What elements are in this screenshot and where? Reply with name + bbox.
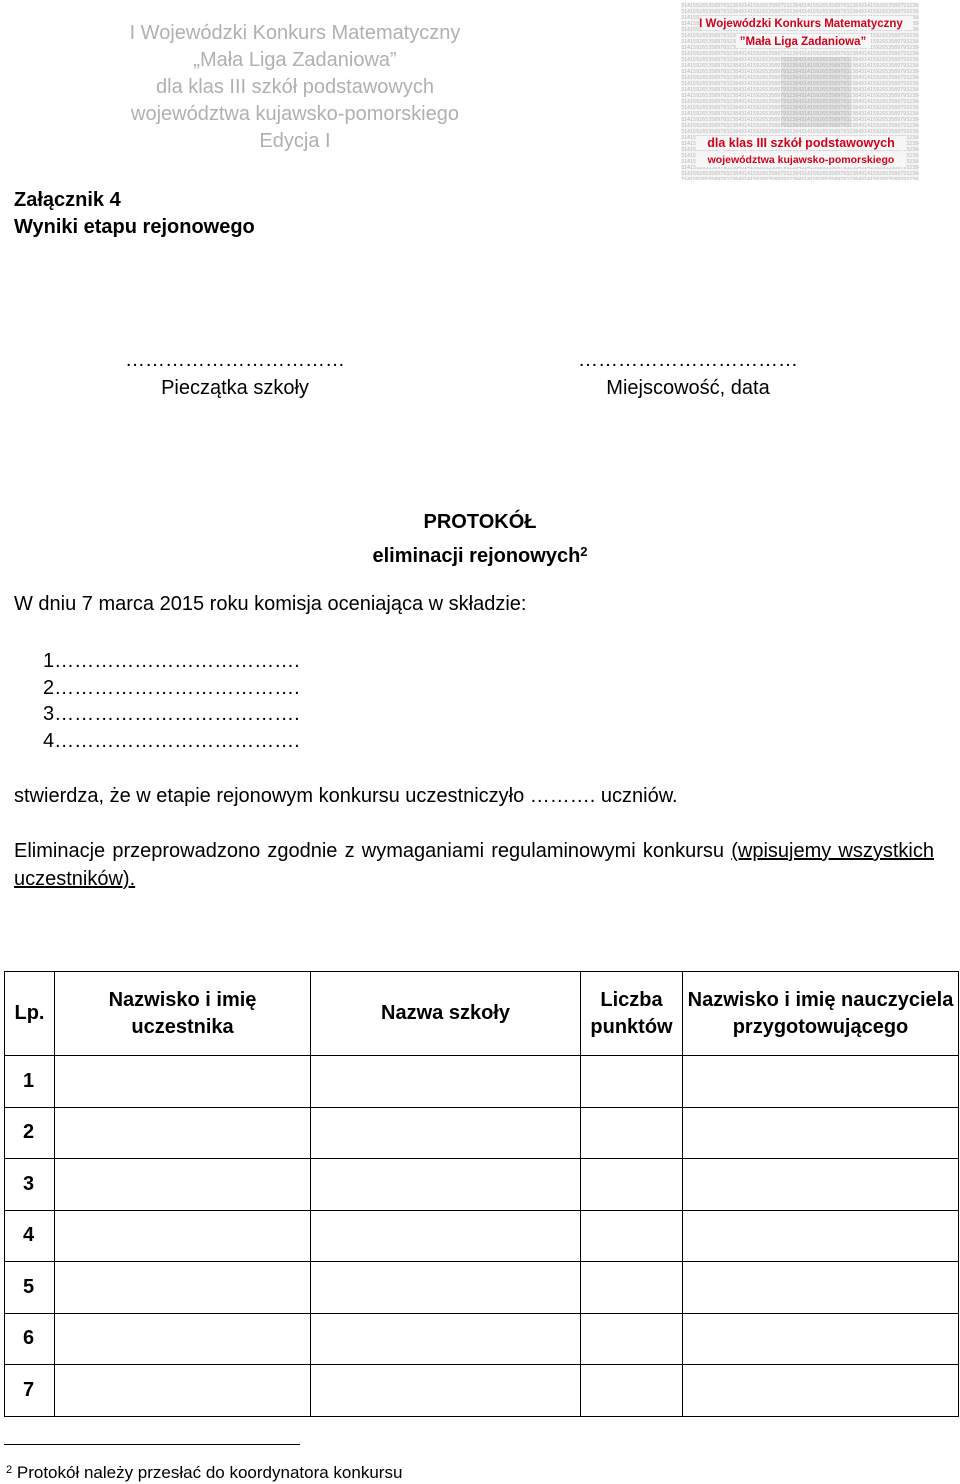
school-name-cell[interactable] xyxy=(311,1365,581,1417)
elimination-instruction: (wpisujemy wszystkich uczestników). xyxy=(14,840,934,890)
place-date-dots: …………………………… xyxy=(578,349,798,371)
protocol-title: PROTOKÓŁ xyxy=(423,511,537,533)
table-header-row xyxy=(5,972,959,1056)
points-cell[interactable] xyxy=(581,1056,683,1108)
attachment-title: Załącznik 4 xyxy=(14,189,121,211)
teacher-name-cell[interactable] xyxy=(683,1159,959,1211)
points-cell[interactable] xyxy=(581,1107,683,1159)
committee-member-1: 1………………………………. xyxy=(43,650,300,672)
school-name-cell[interactable] xyxy=(311,1107,581,1159)
school-name-cell[interactable] xyxy=(311,1210,581,1262)
header-line-1: I Wojewódzki Konkurs Matematyczny xyxy=(129,22,461,44)
logo-line-2: ”Mała Liga Zadaniowa” xyxy=(739,36,867,48)
place-date-label: Miejscowość, data xyxy=(606,377,770,399)
points-cell[interactable] xyxy=(581,1210,683,1262)
header-line-5: Edycja I xyxy=(259,130,331,152)
protocol-subtitle: eliminacji rejonowych xyxy=(372,545,581,567)
protocol-heading xyxy=(300,508,660,571)
school-name-cell[interactable] xyxy=(311,1056,581,1108)
participant-name-cell[interactable] xyxy=(55,1210,311,1262)
committee-member-2: 2………………………………. xyxy=(43,676,300,699)
table-row xyxy=(5,1210,959,1262)
school-name-cell[interactable] xyxy=(311,1313,581,1365)
participation-statement: stwierdza, że w etapie rejonowym konkursu uczestniczyło ………. uczniów. xyxy=(14,785,678,807)
participant-name-cell[interactable] xyxy=(55,1262,311,1314)
logo-line-1: I Wojewódzki Konkurs Matematyczny xyxy=(699,18,903,30)
committee-member-3: 3………………………………. xyxy=(43,703,300,725)
table-row xyxy=(5,1262,959,1314)
row-number: 2 xyxy=(5,1107,55,1159)
participant-name-cell[interactable] xyxy=(55,1159,311,1211)
footnote-divider xyxy=(4,1444,300,1445)
teacher-name-cell[interactable] xyxy=(683,1107,959,1159)
results-table xyxy=(4,971,959,1417)
points-cell[interactable] xyxy=(581,1262,683,1314)
school-stamp-field xyxy=(80,346,390,402)
attachment-subtitle: Wyniki etapu rejonowego xyxy=(14,216,255,238)
school-stamp-label: Pieczątka szkoły xyxy=(161,377,309,399)
header-participant-name: Nazwisko i imię uczestnika xyxy=(55,972,311,1056)
participant-name-cell[interactable] xyxy=(55,1313,311,1365)
school-name-cell[interactable] xyxy=(311,1159,581,1211)
points-cell[interactable] xyxy=(581,1365,683,1417)
table-row xyxy=(5,1365,959,1417)
row-number: 5 xyxy=(5,1262,55,1314)
school-name-cell[interactable] xyxy=(311,1262,581,1314)
school-stamp-dots: …………………………… xyxy=(125,349,345,371)
attachment-heading xyxy=(14,187,255,241)
teacher-name-cell[interactable] xyxy=(683,1313,959,1365)
row-number: 6 xyxy=(5,1313,55,1365)
header-line-4: województwa kujawsko-pomorskiego xyxy=(131,103,459,125)
table-row xyxy=(5,1159,959,1211)
footnote-reference: 2 xyxy=(580,544,588,559)
table-row xyxy=(5,1313,959,1365)
row-number: 4 xyxy=(5,1210,55,1262)
footnote-mark: 2 xyxy=(6,1464,13,1476)
points-cell[interactable] xyxy=(581,1313,683,1365)
participant-name-cell[interactable] xyxy=(55,1056,311,1108)
row-number: 3 xyxy=(5,1159,55,1211)
header-lp: Lp. xyxy=(5,972,55,1056)
teacher-name-cell[interactable] xyxy=(683,1365,959,1417)
committee-members-list xyxy=(43,648,300,754)
table-row xyxy=(5,1107,959,1159)
protocol-subtitle-line xyxy=(300,537,660,571)
header-line-3: dla klas III szkół podstawowych xyxy=(156,76,434,98)
participant-name-cell[interactable] xyxy=(55,1365,311,1417)
logo-line-3: dla klas III szkół podstawowych xyxy=(707,136,895,150)
contest-logo xyxy=(681,2,919,180)
footnote-text: Protokół należy przesłać do koordynatora konkursu xyxy=(16,1463,403,1482)
elimination-paragraph xyxy=(14,837,934,893)
header-teacher-name: Nazwisko i imię nauczyciela przygotowującego xyxy=(683,972,959,1056)
committee-member-4: 4………………………………. xyxy=(43,729,300,752)
header-school-name: Nazwa szkoły xyxy=(311,972,581,1056)
header-points: Liczba punktów xyxy=(581,972,683,1056)
logo-line-4: województwa kujawsko-pomorskiego xyxy=(707,154,895,166)
table-row xyxy=(5,1056,959,1108)
row-number: 7 xyxy=(5,1365,55,1417)
row-number: 1 xyxy=(5,1056,55,1108)
teacher-name-cell[interactable] xyxy=(683,1210,959,1262)
participant-name-cell[interactable] xyxy=(55,1107,311,1159)
points-cell[interactable] xyxy=(581,1159,683,1211)
teacher-name-cell[interactable] xyxy=(683,1056,959,1108)
contest-header xyxy=(120,20,470,155)
place-date-field xyxy=(528,346,848,402)
elimination-text: Eliminacje przeprowadzono zgodnie z wymaganiami regulaminowymi konkursu xyxy=(14,840,725,862)
header-line-2: „Mała Liga Zadaniowa” xyxy=(193,49,397,71)
footnote xyxy=(6,1459,402,1484)
teacher-name-cell[interactable] xyxy=(683,1262,959,1314)
committee-intro: W dniu 7 marca 2015 roku komisja oceniająca w składzie: xyxy=(14,593,527,615)
